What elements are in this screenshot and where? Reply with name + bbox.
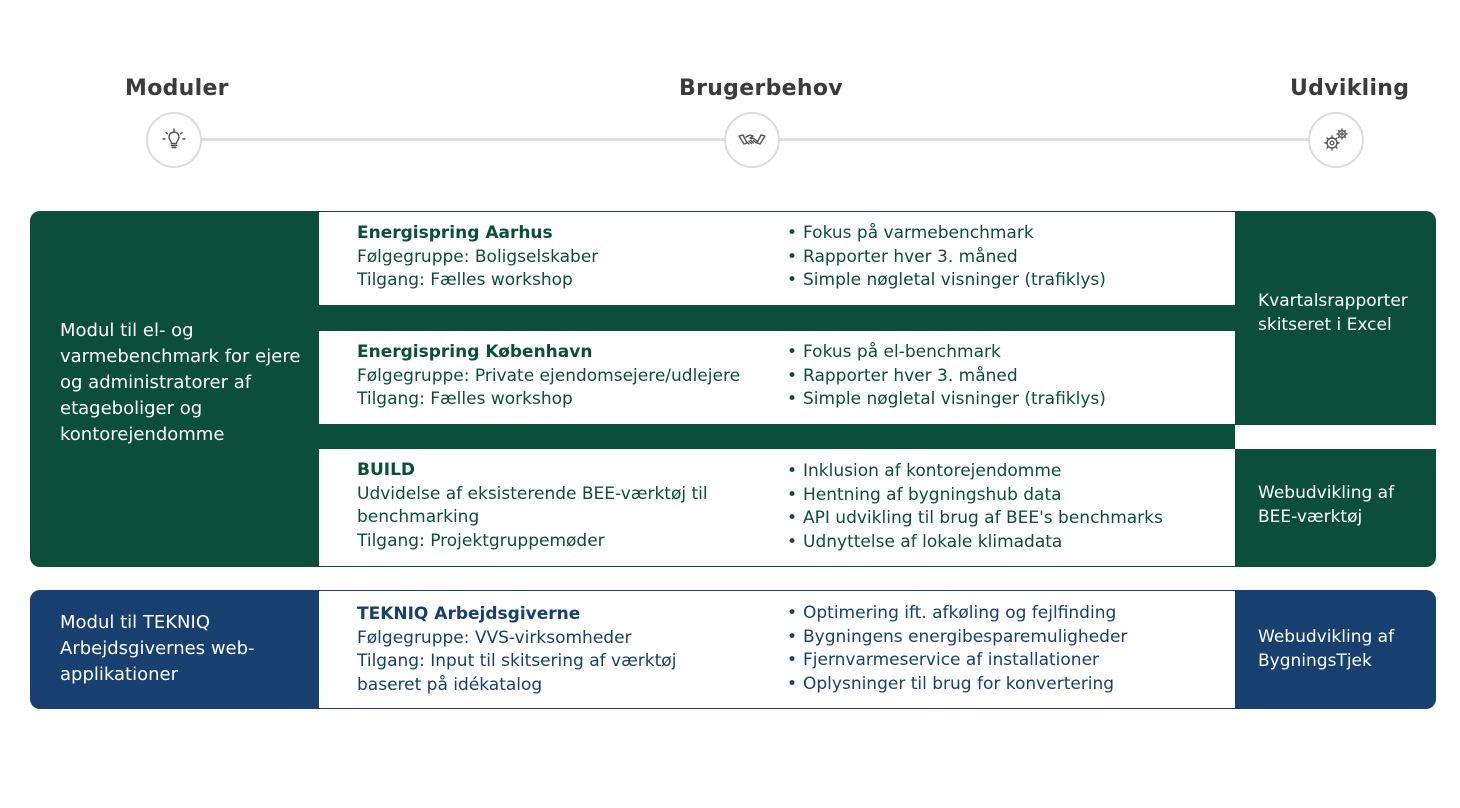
build-bullet-3: • API udvikling til brug af BEE's benchmarks [787,507,1227,531]
kobenhavn-bullet-3: • Simple nøgletal visninger (trafiklys) [787,388,1227,412]
timeline-line-left [198,138,728,141]
aarhus-title: Energispring Aarhus [357,223,553,243]
moduler-circle [146,112,202,168]
header-udvikling: Udvikling [1290,76,1410,101]
tekniq-bullet-3: • Fjernvarmeservice af installationer [787,649,1227,673]
kobenhavn-title: Energispring København [357,342,593,362]
green-module-label: Modul til el- og varmebenchmark for ejere og administratorer af etageboliger og kontorejendomme [60,320,301,445]
brugerbehov-circle [724,112,780,168]
green-output-1: Kvartalsrapporter skitseret i Excel [1258,291,1408,335]
blue-module-label: Modul til TEKNIQ Arbejdsgivernes web-applikationer [60,612,255,685]
tekniq-bullets [787,602,1227,696]
timeline-line-right [778,138,1312,141]
udvikling-circle [1308,112,1364,168]
aarhus-bullet-2: • Rapporter hver 3. måned [787,246,1227,270]
green-output-2: Webudvikling af BEE-værktøj [1258,483,1395,527]
aarhus-bullet-3: • Simple nøgletal visninger (trafiklys) [787,269,1227,293]
tekniq-line-1: Følgegruppe: VVS-virksomheder [357,627,632,648]
tekniq-bullet-1: • Optimering ift. afkøling og fejlfinding [787,602,1227,626]
build-bullet-4: • Udnyttelse af lokale klimadata [787,531,1227,555]
aarhus-line-2: Tilgang: Fælles workshop [357,270,573,290]
build-info [357,459,757,553]
build-line-1: Udvidelse af eksisterende BEE-værktøj til benchmarking [357,483,708,527]
blue-output: Webudvikling af BygningsTjek [1258,627,1395,671]
tekniq-bullet-2: • Bygningens energibesparemuligheder [787,626,1227,650]
build-bullet-1: • Inklusion af kontorejendomme [787,460,1227,484]
aarhus-info [357,222,767,293]
kobenhavn-bullet-2: • Rapporter hver 3. måned [787,365,1227,389]
gears-icon [1321,125,1351,155]
tekniq-title: TEKNIQ Arbejdsgiverne [357,604,581,624]
aarhus-bullets [787,222,1227,293]
kobenhavn-bullet-1: • Fokus på el-benchmark [787,341,1227,365]
kobenhavn-info [357,341,777,412]
handshake-icon [737,125,767,155]
lightbulb-icon [159,125,189,155]
header-brugerbehov: Brugerbehov [679,76,843,101]
header-moduler: Moduler [125,76,229,101]
kobenhavn-line-1: Følgegruppe: Private ejendomsejere/udlejere [357,365,741,386]
build-bullet-2: • Hentning af bygningshub data [787,484,1227,508]
kobenhavn-bullets [787,341,1227,412]
build-title: BUILD [357,460,416,480]
output-gap [1235,425,1437,449]
tekniq-bullet-4: • Oplysninger til brug for konvertering [787,673,1227,697]
build-line-2: Tilgang: Projektgruppemøder [357,530,605,551]
aarhus-line-1: Følgegruppe: Boligselskaber [357,246,599,267]
build-bullets [787,460,1227,554]
tekniq-line-2: Tilgang: Input til skitsering af værktøj baseret på idékatalog [357,651,677,695]
aarhus-bullet-1: • Fokus på varmebenchmark [787,222,1227,246]
tekniq-info [357,603,737,697]
kobenhavn-line-2: Tilgang: Fælles workshop [357,389,573,409]
